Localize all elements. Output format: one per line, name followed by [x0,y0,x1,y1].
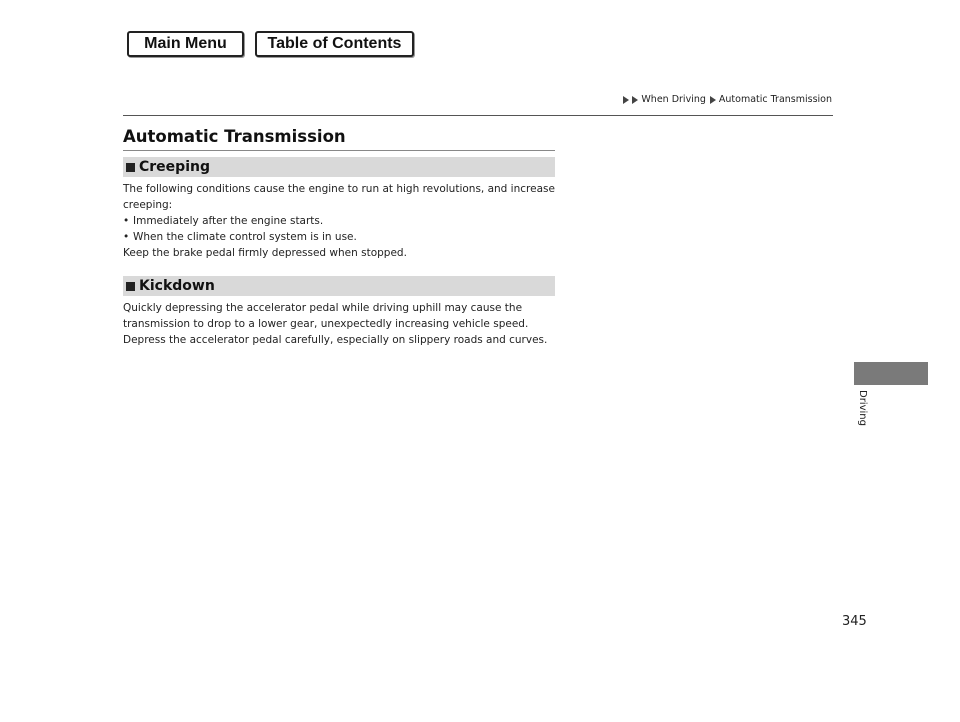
section-heading-kickdown [123,276,555,296]
creeping-intro: The following conditions cause the engine to run at high revolutions, and increase creeping: [123,183,555,211]
header-divider [123,115,833,116]
square-bullet-icon [126,163,135,172]
breadcrumb-item-automatic-transmission[interactable]: Automatic Transmission [718,94,832,105]
breadcrumb-arrow-icon [623,96,629,104]
section-heading-text: Creeping [139,159,210,175]
breadcrumb-arrow-icon [632,96,638,104]
chapter-tab-label: Driving [857,390,868,426]
title-divider [123,150,555,151]
section-heading-text: Kickdown [139,278,215,294]
kickdown-content [123,300,563,348]
chapter-tab[interactable] [854,362,928,385]
creeping-content [123,181,563,261]
breadcrumb-arrow-icon [710,96,716,104]
section-heading-creeping [123,157,555,177]
page-number: 345 [842,614,867,629]
kickdown-body: Quickly depressing the accelerator pedal while driving uphill may cause the transmission to drop to a lower gear, unexpectedly increasing vehicle speed. Depress the accelerator pedal carefully, especially on slippery roads and curves. [123,302,548,346]
page-title: Automatic Transmission [123,127,346,146]
list-item: • Immediately after the engine starts. [123,213,563,229]
main-menu-button[interactable]: Main Menu [127,31,244,57]
creeping-closing: Keep the brake pedal firmly depressed when stopped. [123,247,407,259]
list-item: • When the climate control system is in use. [123,229,563,245]
breadcrumb [623,94,832,105]
table-of-contents-button[interactable]: Table of Contents [255,31,414,57]
square-bullet-icon [126,282,135,291]
breadcrumb-item-when-driving[interactable]: When Driving [641,94,706,105]
